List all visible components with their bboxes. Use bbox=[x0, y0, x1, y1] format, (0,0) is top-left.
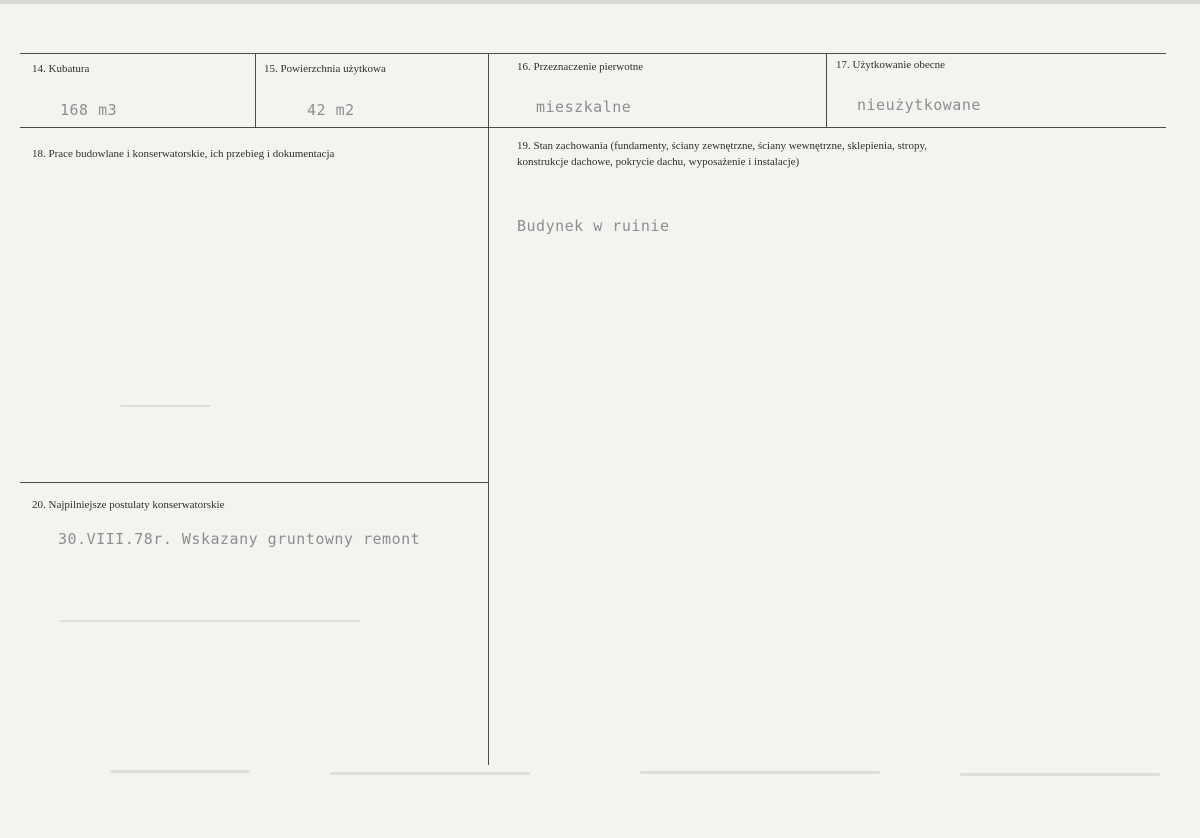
powierzchnia-value: 42 m2 bbox=[307, 101, 355, 119]
prace-label: 18. Prace budowlane i konserwatorskie, ich przebieg i dokumentacja bbox=[32, 148, 335, 160]
bleed-through-mark bbox=[110, 770, 250, 773]
bleed-through-mark bbox=[330, 772, 530, 775]
header-row-rule bbox=[20, 127, 1166, 128]
postulaty-value: 30.VIII.78r. Wskazany gruntowny remont bbox=[58, 530, 421, 548]
section-divider-rule bbox=[20, 482, 489, 483]
bleed-through-mark bbox=[120, 405, 210, 407]
przeznaczenie-label: 16. Przeznaczenie pierwotne bbox=[517, 61, 644, 73]
bleed-through-mark bbox=[960, 773, 1160, 776]
col-divider-1 bbox=[255, 53, 256, 128]
bleed-through-mark bbox=[640, 771, 880, 774]
postulaty-label: 20. Najpilniejsze postulaty konserwatorskie bbox=[32, 499, 225, 511]
stan-value: Budynek w ruinie bbox=[517, 217, 670, 235]
stan-label-line2: konstrukcje dachowe, pokrycie dachu, wyposażenie i instalacje) bbox=[517, 156, 800, 168]
stan-label-line1: 19. Stan zachowania (fundamenty, ściany zewnętrzne, ściany wewnętrzne, sklepienia, stropy, bbox=[517, 140, 928, 152]
paper-top-edge bbox=[0, 0, 1200, 4]
col-divider-3 bbox=[826, 53, 827, 128]
top-rule bbox=[20, 53, 1166, 54]
uzytkowanie-label: 17. Użytkowanie obecne bbox=[836, 59, 946, 71]
kubatura-value: 168 m3 bbox=[60, 101, 118, 119]
kubatura-label: 14. Kubatura bbox=[32, 63, 90, 75]
powierzchnia-label: 15. Powierzchnia użytkowa bbox=[264, 63, 386, 75]
bleed-through-mark bbox=[60, 620, 360, 622]
uzytkowanie-value: nieużytkowane bbox=[857, 96, 981, 114]
przeznaczenie-value: mieszkalne bbox=[536, 98, 632, 116]
col-divider-main bbox=[488, 53, 489, 765]
